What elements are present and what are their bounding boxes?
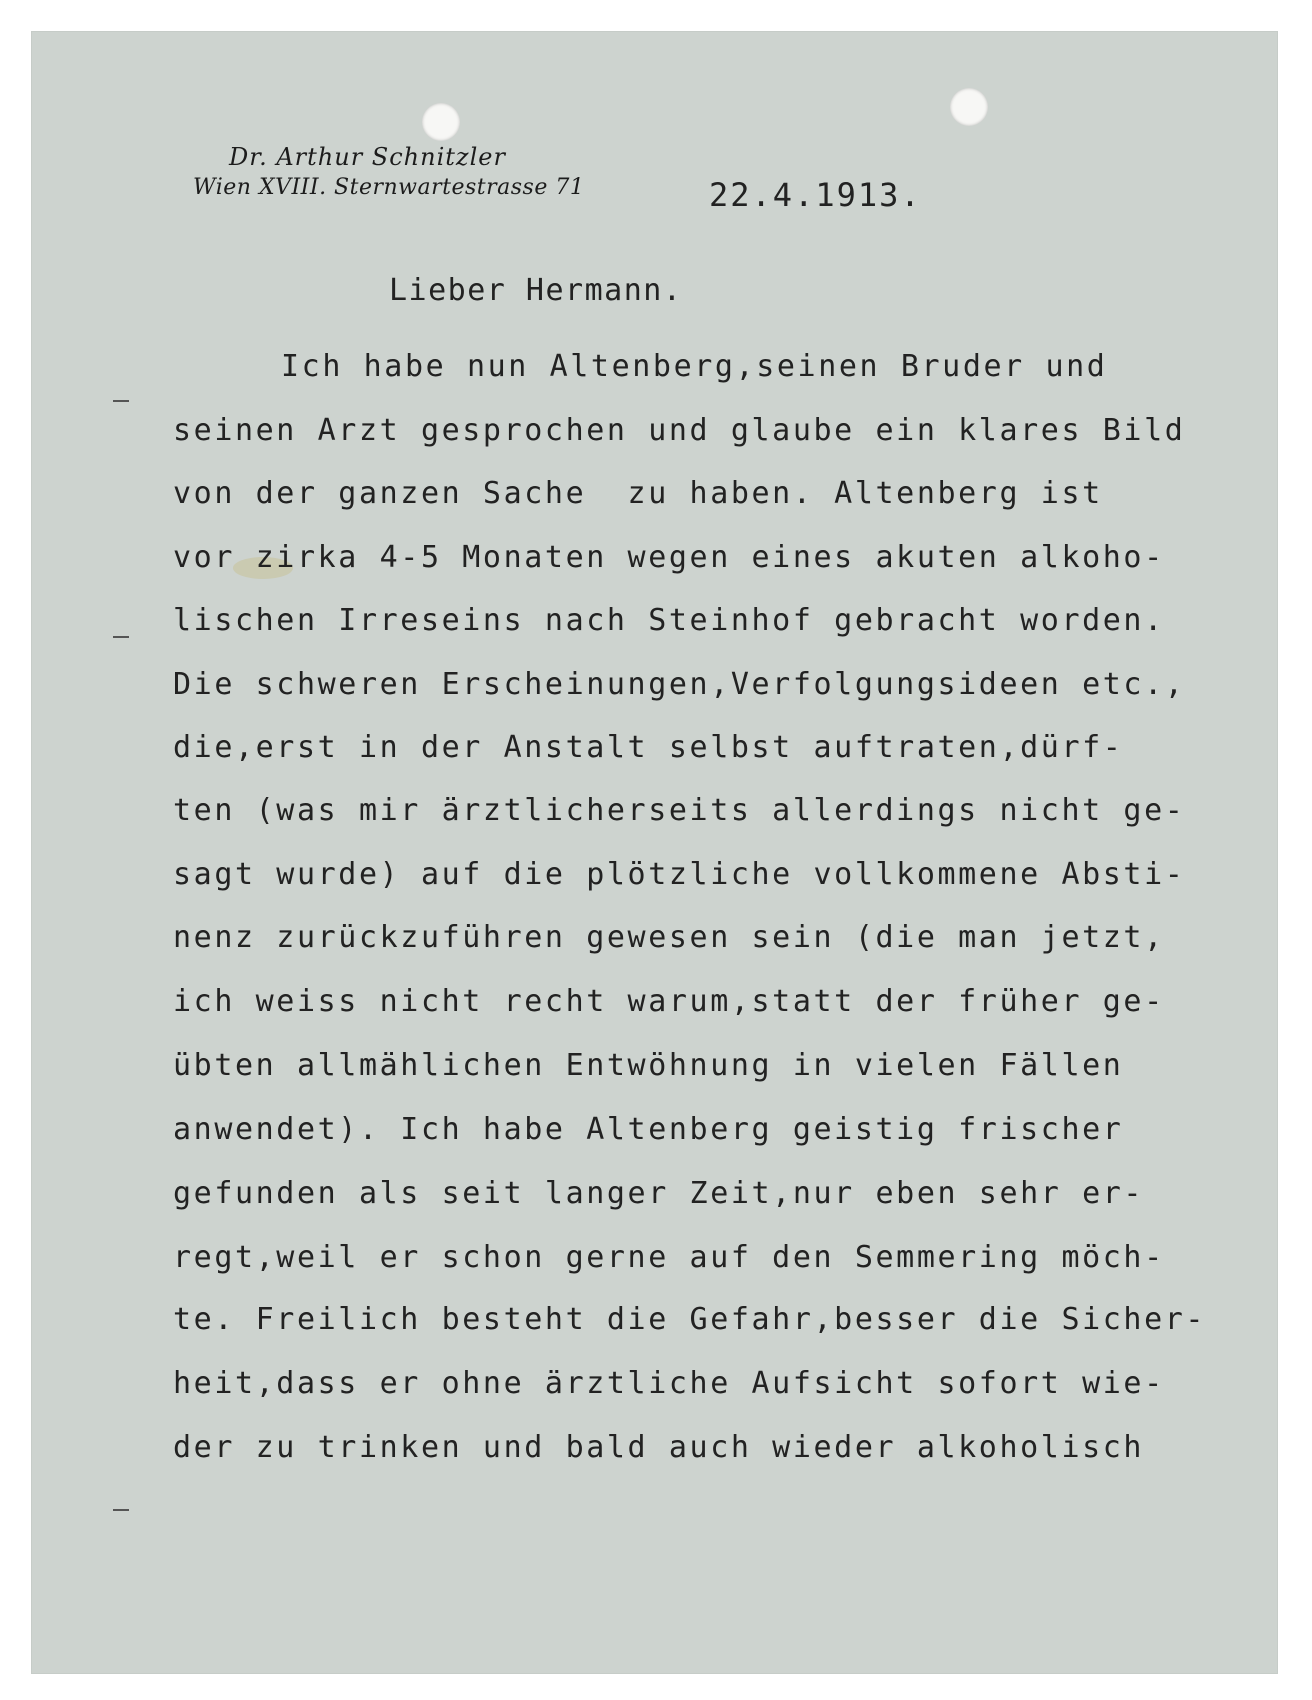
margin-tick <box>113 1509 129 1511</box>
body-line: die,erst in der Anstalt selbst auftraten,dürf- <box>173 730 1124 765</box>
body-line: ten (was mir ärztlicherseits allerdings nicht ge- <box>173 793 1186 828</box>
margin-tick <box>113 636 129 638</box>
body-line: nenz zurückzuführen gewesen sein (die man jetzt, <box>173 920 1165 955</box>
punch-hole-left <box>422 103 460 141</box>
letterhead <box>193 143 593 200</box>
body-line: ich weiss nicht recht warum,statt der früher ge- <box>173 984 1165 1019</box>
body-line: übten allmählichen Entwöhnung in vielen Fällen <box>173 1048 1124 1083</box>
body-line: lischen Irreseins nach Steinhof gebracht worden. <box>173 603 1165 638</box>
body-line: regt,weil er schon gerne auf den Semmering möch- <box>173 1240 1165 1275</box>
body-line: der zu trinken und bald auch wieder alkoholisch <box>173 1430 1145 1465</box>
body-line: anwendet). Ich habe Altenberg geistig frischer <box>173 1112 1124 1147</box>
body-line: te. Freilich besteht die Gefahr,besser die Sicher- <box>173 1302 1207 1337</box>
body-line: von der ganzen Sache zu haben. Altenberg ist <box>173 476 1103 511</box>
letterhead-address: Wien XVIII. Sternwartestrasse 71 <box>193 175 585 200</box>
body-line: heit,dass er ohne ärztliche Aufsicht sofort wie- <box>173 1366 1165 1401</box>
body-line: sagt wurde) auf die plötzliche vollkommene Absti- <box>173 857 1186 892</box>
letter-sheet <box>31 31 1278 1674</box>
body-line: seinen Arzt gesprochen und glaube ein klares Bild <box>173 413 1186 448</box>
body-line: gefunden als seit langer Zeit,nur eben sehr er- <box>173 1176 1145 1211</box>
letterhead-name: Dr. Arthur Schnitzler <box>229 143 506 171</box>
salutation: Lieber Hermann. <box>389 273 683 308</box>
letter-date: 22.4.1913. <box>709 176 922 214</box>
body-line: vor zirka 4-5 Monaten wegen eines akuten alkoho- <box>173 540 1165 575</box>
punch-hole-right <box>950 88 988 126</box>
margin-tick <box>113 400 129 402</box>
body-line: Die schweren Erscheinungen,Verfolgungsideen etc., <box>173 667 1186 702</box>
body-line: Ich habe nun Altenberg,seinen Bruder und <box>281 349 1108 384</box>
